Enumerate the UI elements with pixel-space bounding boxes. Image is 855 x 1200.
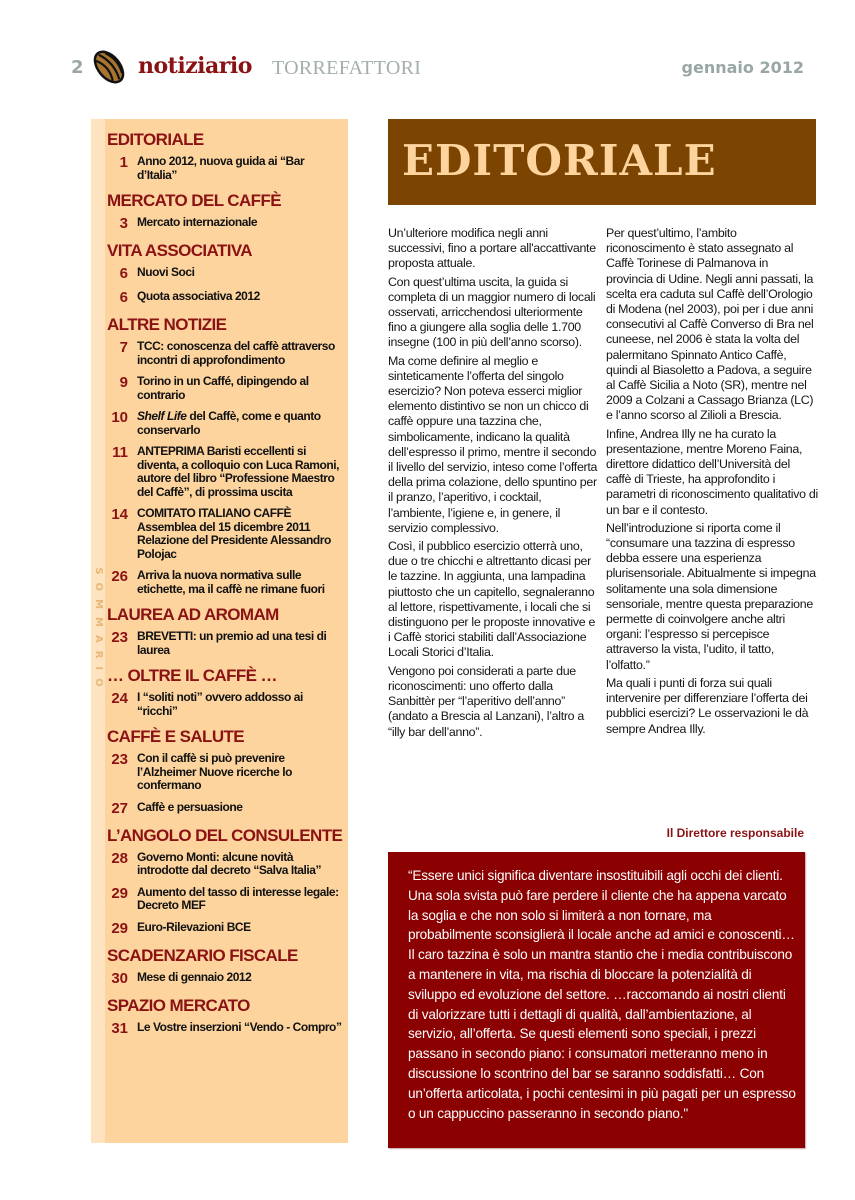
toc-entry[interactable] xyxy=(107,1021,344,1037)
pull-quote-text: “Essere unici significa diventare insostituibili agli occhi dei clienti. Una sola svista può fare perdere il cliente che ha appena varcato la soglia e che non solo si limiterà a non tornare, ma probabilmente sconsiglierà il locale anche ad amici e conoscenti… Il caro tazzina è solo un mantra stantio che i media contribuiscono a mantenere in vita, ma rischia di bloccare la potenzialità di sviluppo ed evoluzione del settore. …raccomando ai nostri clienti di valorizzare tutti i dettagli di qualità, dall’ambientazione, al servizio, all’offerta. Se questi elementi sono speciali, i prezzi passano in secondo piano: i consumatori metteranno meno in discussione lo scontrino del bar se saranno soddisfatti… Con un’offerta articolata, i pochi centesimi in più pagati per un espresso o un cappuccino passeranno in secondo piano." xyxy=(408,868,796,1121)
toc-entry-title: Caffè e persuasione xyxy=(137,799,243,814)
article-paragraph: Ma come definire al meglio e sinteticamente l’offerta del singolo esercizio? Non poteva esserci miglior elemento distintivo se non un chicco di caffè oppure una tazzina che, simbolicamente, indicano la qualità dell’espresso il primo, mentre il secondo il livello del servizio, inteso come l’offerta della prima colazione, dello spuntino per il pranzo, l’aperitivo, i cocktail, l’ambiente, l’igiene e, in genere, il servizio complessivo. xyxy=(388,353,598,535)
toc-entry[interactable] xyxy=(107,630,344,657)
article-column-right xyxy=(606,226,818,740)
article-column-left xyxy=(388,226,598,743)
article-paragraph: Nell’introduzione si riporta come il “consumare una tazzina di espresso debba essere una esperienza plurisensoriale. Abitualmente si impegna solitamente una sola dimensione sensoriale, mentre questa preparazione permette di coinvolgere anche altri organi: l’espresso si percepisce attraverso la vista, l’udito, il tatto, l’olfatto.” xyxy=(606,520,816,672)
toc-entry[interactable] xyxy=(107,851,344,878)
toc-entry[interactable] xyxy=(107,801,344,817)
toc-section-heading[interactable]: ALTRE NOTIZIE xyxy=(107,315,227,334)
toc-entry-title: BREVETTI: un premio ad una tesi di laurea xyxy=(137,629,327,657)
article-paragraph: Così, il pubblico esercizio otterrà uno, due o tre chicchi e altrettanto dicasi per le tazzine. In aggiunta, una lampadina piuttosto che un capitello, segnaleranno al lettore, rispettivamente, i locali che si distinguono per le proposte innovative e i Caffè storici stabiliti dall’Associazione Locali Storici d’Italia. xyxy=(388,539,596,660)
toc-entry-title: Nuovi Soci xyxy=(137,265,195,279)
toc-page-number: 11 xyxy=(112,444,128,461)
toc-page-number: 31 xyxy=(111,1019,128,1037)
toc-entry[interactable] xyxy=(107,507,344,561)
toc-entry-title: Mercato internazionale xyxy=(137,215,258,229)
toc-entry[interactable] xyxy=(107,691,344,718)
table-of-contents xyxy=(91,119,348,1143)
pull-quote-box xyxy=(388,852,805,1148)
toc-entry[interactable] xyxy=(107,216,344,232)
page-header xyxy=(0,0,855,100)
brand-name: notiziario xyxy=(138,53,252,79)
toc-page-number: 6 xyxy=(119,289,128,306)
issue-date: gennaio 2012 xyxy=(681,58,804,77)
article-paragraph: Infine, Andrea Illy ne ha curato la presentazione, mentre Moreno Faina, direttore didattico dell’Università del caffè di Trieste, ha approfondito i parametri di riconoscimento qualitativo di un bar e il contesto. xyxy=(606,426,818,517)
toc-entry-title: Con il caffè si può prevenire l’Alzheimer Nuove ricerche lo confermano xyxy=(137,751,293,792)
toc-section-heading[interactable]: CAFFÈ E SALUTE xyxy=(107,727,245,746)
toc-section-heading[interactable]: LAUREA AD AROMAM xyxy=(107,605,279,624)
article-paragraph: Un’ulteriore modifica negli anni successivi, fino a portare all'accattivante proposta attuale. xyxy=(388,226,596,271)
toc-page-number: 7 xyxy=(119,339,128,356)
toc-page-number: 28 xyxy=(111,849,128,867)
toc-entry-title: Euro-Rilevazioni BCE xyxy=(137,919,251,934)
toc-page-number: 26 xyxy=(111,568,128,585)
toc-section-heading[interactable]: L’ANGOLO DEL CONSULENTE xyxy=(107,825,343,845)
toc-entry-title: Arriva la nuova normativa sulle etichette, ma il caffè ne rimane fuori xyxy=(137,568,325,596)
toc-section-heading[interactable]: … OLTRE IL CAFFÈ … xyxy=(107,666,277,685)
author-signature: Il Direttore responsabile xyxy=(666,826,804,840)
toc-page-number: 23 xyxy=(111,629,128,646)
toc-entry[interactable] xyxy=(107,290,344,306)
toc-entry-title-rest: del Caffè, come e quanto conservarlo xyxy=(137,409,321,437)
article-paragraph: Ma quali i punti di forza sui quali intervenire per differenziare l’offerta dei pubblici esercizi? Le osservazioni le dà sempre Andrea Illy. xyxy=(606,675,809,736)
section-title-banner xyxy=(388,119,816,205)
toc-page-number: 9 xyxy=(119,374,128,391)
toc-section-heading[interactable]: SCADENZARIO FISCALE xyxy=(107,945,298,965)
page-number: 2 xyxy=(71,57,84,78)
toc-entry[interactable] xyxy=(107,410,344,437)
toc-entry[interactable] xyxy=(107,921,344,937)
toc-entry-title: Le Vostre inserzioni “Vendo - Compro” xyxy=(137,1019,342,1034)
section-title: EDITORIALE xyxy=(402,136,717,185)
toc-entry-title: Governo Monti: alcune novità introdotte dal decreto “Salva Italia” xyxy=(137,849,322,877)
toc-entry[interactable] xyxy=(107,155,344,182)
sommario-watermark: SOMMARIO xyxy=(93,567,104,695)
toc-page-number: 29 xyxy=(111,884,128,902)
toc-section-heading[interactable]: MERCATO DEL CAFFÈ xyxy=(107,191,281,210)
toc-list xyxy=(107,129,344,1045)
toc-page-number: 10 xyxy=(111,409,128,426)
toc-entry-title: Mese di gennaio 2012 xyxy=(137,969,252,984)
toc-section-heading[interactable]: EDITORIALE xyxy=(107,130,204,149)
toc-entry[interactable] xyxy=(107,266,344,282)
toc-entry-title-italic: Shelf Life xyxy=(137,409,187,423)
toc-entry-title: ANTEPRIMA Baristi eccellenti si diventa, a colloquio con Luca Ramoni, autore del libro “Professione Maestro del Caffè”, di prossima uscita xyxy=(137,444,340,499)
brand-subtitle: TORREFATTORI xyxy=(272,57,422,79)
toc-page-number: 29 xyxy=(111,919,128,937)
toc-page-number: 1 xyxy=(119,154,128,171)
toc-entry[interactable] xyxy=(107,752,344,793)
toc-entry[interactable] xyxy=(107,971,344,987)
toc-entry-title xyxy=(137,410,342,437)
sommario-watermark-strip xyxy=(91,119,105,1143)
toc-page-number: 24 xyxy=(111,690,128,707)
toc-entry-title: Aumento del tasso di interesse legale: Decreto MEF xyxy=(137,884,339,912)
toc-page-number: 14 xyxy=(111,506,128,523)
article-paragraph: Per quest’ultimo, l’ambito riconoscimento è stato assegnato al Caffè Torinese di Palmanova in provincia di Udine. Negli anni passati, la scelta era caduta sul Caffè dell’Orologio di Modena (nel 2003), poi per i due anni consecutivi al Caffè Converso di Bra nel cuneese, nel 2006 è stata la volta del palermitano Spinnato Antico Caffè, quindi al Biasoletto a Padova, a seguire al Caffè Sicilia a Noto (SR), mentre nel 2009 a Colzani a Cassago Brianza (LC) e l’anno scorso al Zilioli a Brescia. xyxy=(606,226,814,423)
toc-page-number: 23 xyxy=(111,751,128,768)
toc-section-heading[interactable]: VITA ASSOCIATIVA xyxy=(107,241,252,260)
toc-entry-title: Torino in un Caffé, dipingendo al contrario xyxy=(137,374,309,402)
toc-entry-title: I “soliti noti” ovvero addosso ai “ricchi” xyxy=(137,690,303,718)
article-paragraph: Con quest’ultima uscita, la guida si completa di un maggior numero di locali osservati, arricchendosi ulteriormente fino a giungere alla soglia delle 1.700 insegne (100 in più dell’anno scorso). xyxy=(388,274,596,350)
toc-entry[interactable] xyxy=(107,340,344,367)
toc-page-number: 6 xyxy=(119,265,128,282)
toc-page-number: 3 xyxy=(119,215,128,232)
toc-entry[interactable] xyxy=(107,569,344,596)
toc-entry[interactable] xyxy=(107,445,344,499)
toc-entry-title: COMITATO ITALIANO CAFFÈ Assemblea del 15 dicembre 2011 Relazione del Presidente Alessandro Polojac xyxy=(137,506,331,561)
toc-entry[interactable] xyxy=(107,375,344,402)
toc-section-heading[interactable]: SPAZIO MERCATO xyxy=(107,995,250,1015)
article-paragraph: Vengono poi considerati a parte due riconoscimenti: uno offerto dalla Sanbittèr per “l’aperitivo dell’anno” (andato a Brescia al Lanzani), l’altro a “illy bar dell’anno”. xyxy=(388,663,585,739)
toc-entry-title: TCC: conoscenza del caffè attraverso incontri di approfondimento xyxy=(137,339,335,367)
toc-entry-title: Quota associativa 2012 xyxy=(137,289,260,303)
toc-page-number: 30 xyxy=(111,969,128,987)
coffee-bean-icon xyxy=(88,46,130,88)
toc-entry-title: Anno 2012, nuova guida ai “Bar d’Italia” xyxy=(137,154,305,182)
toc-entry[interactable] xyxy=(107,886,344,913)
toc-page-number: 27 xyxy=(111,799,128,817)
